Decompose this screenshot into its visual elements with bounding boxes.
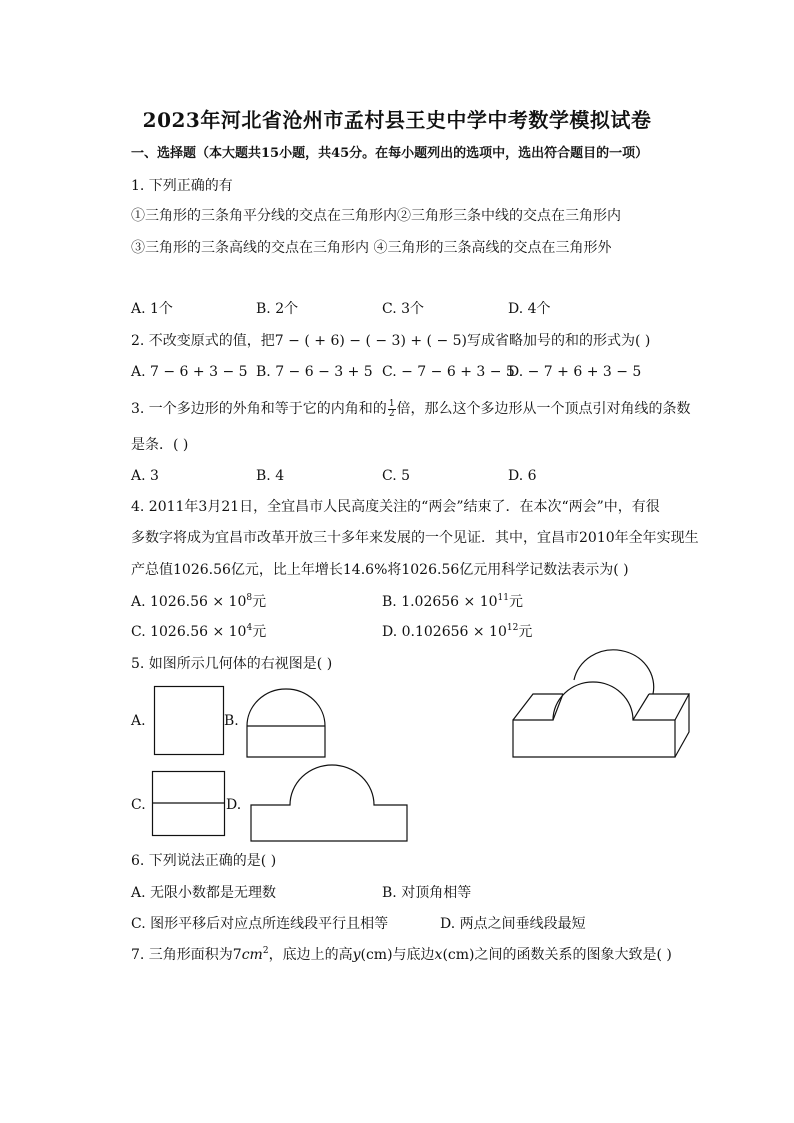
q3-stem bbox=[131, 399, 691, 419]
q7-unit-y: (cm) bbox=[360, 947, 393, 963]
q3-option-d[interactable]: D. 6 bbox=[508, 468, 537, 484]
q2-stem: 2. 不改变原式的值，把7 − ( + 6) − ( − 3) + ( − 5)写成省略加号的和的形式为( ) bbox=[131, 333, 651, 349]
q4-option-d-unit: 元 bbox=[518, 624, 533, 640]
q7-unit-x: (cm) bbox=[442, 947, 475, 963]
q1-option-a[interactable]: A. 1个 bbox=[131, 301, 173, 317]
q7-part-c: ，底边上的高 bbox=[268, 947, 353, 963]
q3-stem-line-2: 是条．( ) bbox=[131, 437, 189, 453]
q3-stem-part-2: 倍，那么这个多边形从一个顶点引对角线的条数 bbox=[396, 401, 691, 417]
q1-statement-line-1: ①三角形的三条角平分线的交点在三角形内②三角形三条中线的交点在三角形内 bbox=[131, 208, 621, 224]
q7-part-i: 之间的函数关系的图象大致是( ) bbox=[474, 947, 672, 963]
q5-stem: 5. 如图所示几何体的右视图是( ) bbox=[131, 656, 333, 672]
q5-option-c-figure[interactable] bbox=[152, 771, 226, 837]
q3-option-c[interactable]: C. 5 bbox=[382, 468, 411, 484]
q4-option-a-exp: 8 bbox=[246, 593, 253, 603]
q4-stem-line-1: 4. 2011年3月21日，全宜昌市人民高度关注的“两会”结束了．在本次“两会”中，有很 bbox=[131, 499, 660, 515]
q4-option-a[interactable] bbox=[131, 592, 266, 612]
q7-var-x: x bbox=[434, 947, 443, 963]
q6-option-b[interactable]: B. 对顶角相等 bbox=[382, 885, 472, 901]
q4-option-a-unit: 元 bbox=[252, 594, 267, 610]
q5-solid-figure bbox=[511, 656, 691, 760]
q1-option-b[interactable]: B. 2个 bbox=[256, 301, 299, 317]
q4-option-b[interactable] bbox=[382, 592, 523, 612]
fraction-denominator: 2 bbox=[388, 408, 395, 419]
q3-option-b[interactable]: B. 4 bbox=[256, 468, 285, 484]
q1-statement-line-2: ③三角形的三条高线的交点在三角形内 ④三角形的三条高线的交点在三角形外 bbox=[131, 240, 612, 256]
fraction-numerator: 1 bbox=[388, 398, 395, 409]
q4-option-c[interactable] bbox=[131, 622, 266, 642]
q5-option-d-figure[interactable] bbox=[250, 765, 408, 843]
page-title: 2023年河北省沧州市孟村县王史中学中考数学模拟试卷 bbox=[142, 108, 652, 132]
q4-option-d-exp: 12 bbox=[506, 623, 519, 633]
q7-unit-exp: 2 bbox=[262, 946, 269, 956]
q2-option-a[interactable]: A. 7 − 6 + 3 − 5 bbox=[131, 364, 248, 380]
q5-label-a[interactable]: A. bbox=[131, 713, 146, 729]
section-heading: 一、选择题（本大题共15小题，共45分。在每小题列出的选项中，选出符合题目的一项） bbox=[131, 146, 649, 161]
q4-option-c-exp: 4 bbox=[246, 623, 253, 633]
q7-var-y: y bbox=[352, 947, 361, 963]
q4-option-d[interactable] bbox=[382, 622, 532, 642]
q2-option-d[interactable]: D. − 7 + 6 + 3 − 5 bbox=[508, 364, 642, 380]
q4-stem-line-3: 产总值1026.56亿元，比上年增长14.6%将1026.56亿元用科学记数法表示为( ) bbox=[131, 562, 629, 578]
q3-option-a[interactable]: A. 3 bbox=[131, 468, 159, 484]
q7-stem bbox=[131, 945, 672, 965]
q5-option-a-figure[interactable] bbox=[154, 686, 224, 756]
q4-option-b-unit: 元 bbox=[508, 594, 523, 610]
q1-stem: 1. 下列正确的有 bbox=[131, 178, 233, 194]
q5-label-b[interactable]: B. bbox=[224, 713, 239, 729]
q1-option-c[interactable]: C. 3个 bbox=[382, 301, 425, 317]
q4-option-d-text: D. 0.102656 × 10 bbox=[382, 624, 507, 640]
q4-option-b-text: B. 1.02656 × 10 bbox=[382, 594, 498, 610]
q4-option-c-text: C. 1026.56 × 10 bbox=[131, 624, 247, 640]
q5-label-c[interactable]: C. bbox=[131, 797, 146, 813]
q1-option-d[interactable]: D. 4个 bbox=[508, 301, 551, 317]
q4-option-b-exp: 11 bbox=[497, 593, 509, 603]
q6-option-c[interactable]: C. 图形平移后对应点所连线段平行且相等 bbox=[131, 916, 389, 932]
q3-stem-part-1: 3. 一个多边形的外角和等于它的内角和的 bbox=[131, 401, 387, 417]
q7-unit-cm: cm bbox=[241, 947, 263, 963]
q4-option-a-text: A. 1026.56 × 10 bbox=[131, 594, 247, 610]
one-half-fraction bbox=[388, 400, 396, 419]
q7-part-a: 7. 三角形面积为7 bbox=[131, 947, 242, 963]
q6-stem: 6. 下列说法正确的是( ) bbox=[131, 853, 277, 869]
q4-stem-line-2: 多数字将成为宜昌市改革开放三十多年来发展的一个见证．其中，宜昌市2010年全年实现生 bbox=[131, 530, 699, 546]
q7-part-f: 与底边 bbox=[392, 947, 435, 963]
q2-option-c[interactable]: C. − 7 − 6 + 3 − 5 bbox=[382, 364, 515, 380]
q5-label-d[interactable]: D. bbox=[226, 797, 242, 813]
q4-option-c-unit: 元 bbox=[252, 624, 267, 640]
q6-option-d[interactable]: D. 两点之间垂线段最短 bbox=[440, 916, 586, 932]
q5-option-b-figure[interactable] bbox=[246, 688, 326, 758]
q6-option-a[interactable]: A. 无限小数都是无理数 bbox=[131, 885, 277, 901]
q2-option-b[interactable]: B. 7 − 6 − 3 + 5 bbox=[256, 364, 373, 380]
